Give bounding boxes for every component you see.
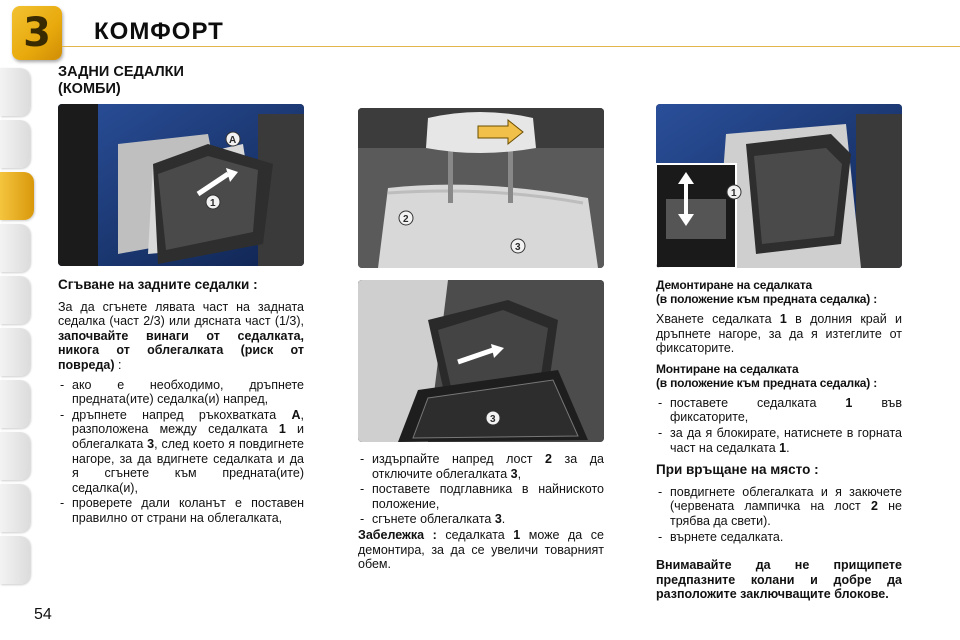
- chapter-tab-10[interactable]: [0, 536, 30, 584]
- install-seat-heading: [656, 362, 902, 390]
- chapter-tabs: [0, 68, 34, 580]
- section-title: [58, 64, 184, 98]
- return-step-1-ref-2: 2: [870, 499, 878, 514]
- belt-warning: Внимавайте да не прищипете предпазните колани и добре да разположите заключващите блокове.: [656, 558, 902, 602]
- fold-step-3: - проверете дали коланът е поставен правилно от страни на облегалката,: [58, 496, 304, 525]
- remove-seat-text-a: Хванете седалката: [656, 312, 780, 326]
- photo-fold-seat-callout-a: A: [229, 135, 237, 146]
- fold-step-4-text-a: издърпайте напред лост: [372, 452, 546, 466]
- chapter-tab-7[interactable]: [0, 380, 30, 428]
- chapter-tab-5[interactable]: [0, 276, 30, 324]
- chapter-tab-9[interactable]: [0, 484, 30, 532]
- return-step-1-text-a: повдигнете облегалката и я закючете (червената лампичка на: [670, 484, 902, 514]
- header-rule: [62, 46, 960, 47]
- photo-fold-seat-illustration: [58, 104, 304, 266]
- chapter-tab-3-active[interactable]: [0, 172, 34, 220]
- fold-step-4: [358, 452, 604, 481]
- fold-step-4-text-e: ,: [517, 466, 522, 481]
- fold-seats-intro: [58, 300, 304, 373]
- fold-step-2: [58, 408, 304, 496]
- install-step-2-ref-1: 1: [779, 440, 787, 455]
- fold-step-4-ref-2: 2: [545, 452, 552, 466]
- note-text-c: може да се демонтира, за да се увеличи товарният обем.: [358, 527, 604, 572]
- middle-column: [358, 452, 604, 577]
- fold-seats-intro-end: :: [114, 357, 122, 372]
- install-step-1-text-c: във фиксаторите,: [670, 395, 903, 425]
- left-column: [58, 278, 304, 527]
- section-title-line1: ЗАДНИ СЕДАЛКИ: [58, 64, 184, 80]
- install-step-1-ref-1: 1: [845, 395, 853, 410]
- install-step-1-text-a: поставете седалката: [670, 395, 846, 410]
- photo-fold-seat-callout-1: 1: [210, 198, 216, 209]
- page-header: [0, 0, 960, 62]
- right-column: [656, 278, 902, 607]
- remove-seat-heading-line2: (в положение към предната седалка) :: [656, 292, 877, 306]
- return-step-1: [656, 485, 902, 529]
- photo-headrest: [358, 108, 604, 268]
- photo-headrest-callout-3: 3: [515, 242, 521, 253]
- return-heading: При връщане на място :: [656, 462, 819, 478]
- remove-seat-heading-line1: Демонтиране на седалката: [656, 278, 812, 292]
- chapter-badge: [12, 6, 62, 60]
- photo-remove-seat: [656, 104, 902, 268]
- chapter-tab-4[interactable]: [0, 224, 30, 272]
- return-step-1-text-b: лост: [834, 499, 871, 514]
- chapter-tab-2[interactable]: [0, 120, 30, 168]
- chapter-title: КОМФОРТ: [94, 18, 224, 45]
- remove-seat-heading: [656, 278, 902, 306]
- photo-headrest-callout-2: 2: [403, 214, 409, 225]
- return-step-2: - върнете седалката.: [656, 530, 902, 545]
- fold-step-2-ref-a: A: [291, 407, 301, 422]
- note-ref-1: 1: [513, 527, 521, 542]
- fold-step-2-text-a: дръпнете напред ръкохватката: [72, 407, 292, 422]
- install-step-2-text-c: .: [786, 440, 790, 455]
- note-label: Забележка :: [358, 527, 437, 542]
- remove-seat-text-c: в долния край и дръпнете нагоре, за да я изтеглите от фиксаторите.: [656, 312, 902, 356]
- fold-step-5: - поставете подглавника в найниското положение,: [358, 482, 604, 511]
- photo-folded-seatback-illustration: [358, 280, 604, 442]
- install-step-2-text-a: за да я блокирате, натиснете в горната част на седалката: [670, 425, 902, 455]
- chapter-number: 3: [23, 10, 51, 56]
- install-seat-heading-line1: Монтиране на седалката: [656, 361, 799, 376]
- photo-folded-seatback: [358, 280, 604, 442]
- chapter-tab-8[interactable]: [0, 432, 30, 480]
- fold-step-2-ref-3: 3: [147, 436, 155, 451]
- return-step-1-text-d: не трябва да свети).: [670, 499, 902, 528]
- fold-step-2-text-g: , след което я повдигнете нагоре, за да вдигнете седалката и да я сгънете към предната(ите) седалка(и),: [72, 436, 304, 495]
- fold-seats-intro-warning: започвайте винаги от седалката, никога от облегалката (риск от повреда): [58, 328, 304, 372]
- fold-step-1: - ако е необходимо, дръпнете предната(ите) седалка(и) напред,: [58, 378, 304, 407]
- photo-remove-seat-callout-1: 1: [731, 188, 737, 199]
- note: [358, 528, 604, 572]
- remove-seat-text: [656, 312, 902, 356]
- install-step-1: [656, 396, 902, 425]
- fold-step-6-text-c: .: [501, 512, 506, 527]
- photo-folded-seatback-callout-3: 3: [490, 414, 496, 425]
- photo-remove-seat-illustration: [656, 104, 902, 268]
- install-seat-heading-line2: (в положение към предната седалка) :: [656, 375, 877, 390]
- fold-step-4-text-c: за да отключите облегалката: [372, 452, 604, 481]
- remove-seat-ref-1: 1: [779, 312, 787, 326]
- fold-step-6-text-a: сгънете облегалката: [372, 512, 495, 527]
- fold-step-2-text-e: и облегалката: [72, 422, 304, 451]
- page-number: 54: [34, 606, 52, 623]
- chapter-tab-1[interactable]: [0, 68, 30, 116]
- fold-seats-heading: Сгъване на задните седалки :: [58, 277, 258, 292]
- fold-seats-intro-text: За да сгънете лявата част на задната седалка (част 2/3) или дясната част (1/3),: [58, 299, 304, 329]
- fold-step-4-ref-3: 3: [510, 466, 518, 481]
- install-step-2: [656, 426, 902, 455]
- fold-step-6-ref-3: 3: [494, 512, 502, 527]
- fold-step-2-text-c: , разположена между седалката: [72, 407, 304, 437]
- photo-headrest-illustration: [358, 108, 604, 268]
- fold-step-2-ref-1: 1: [278, 422, 286, 437]
- chapter-tab-6[interactable]: [0, 328, 30, 376]
- section-title-line2: (КОМБИ): [58, 81, 121, 97]
- note-text-a: седалката: [436, 527, 514, 542]
- photo-fold-seat: [58, 104, 304, 266]
- fold-step-6: [358, 512, 604, 527]
